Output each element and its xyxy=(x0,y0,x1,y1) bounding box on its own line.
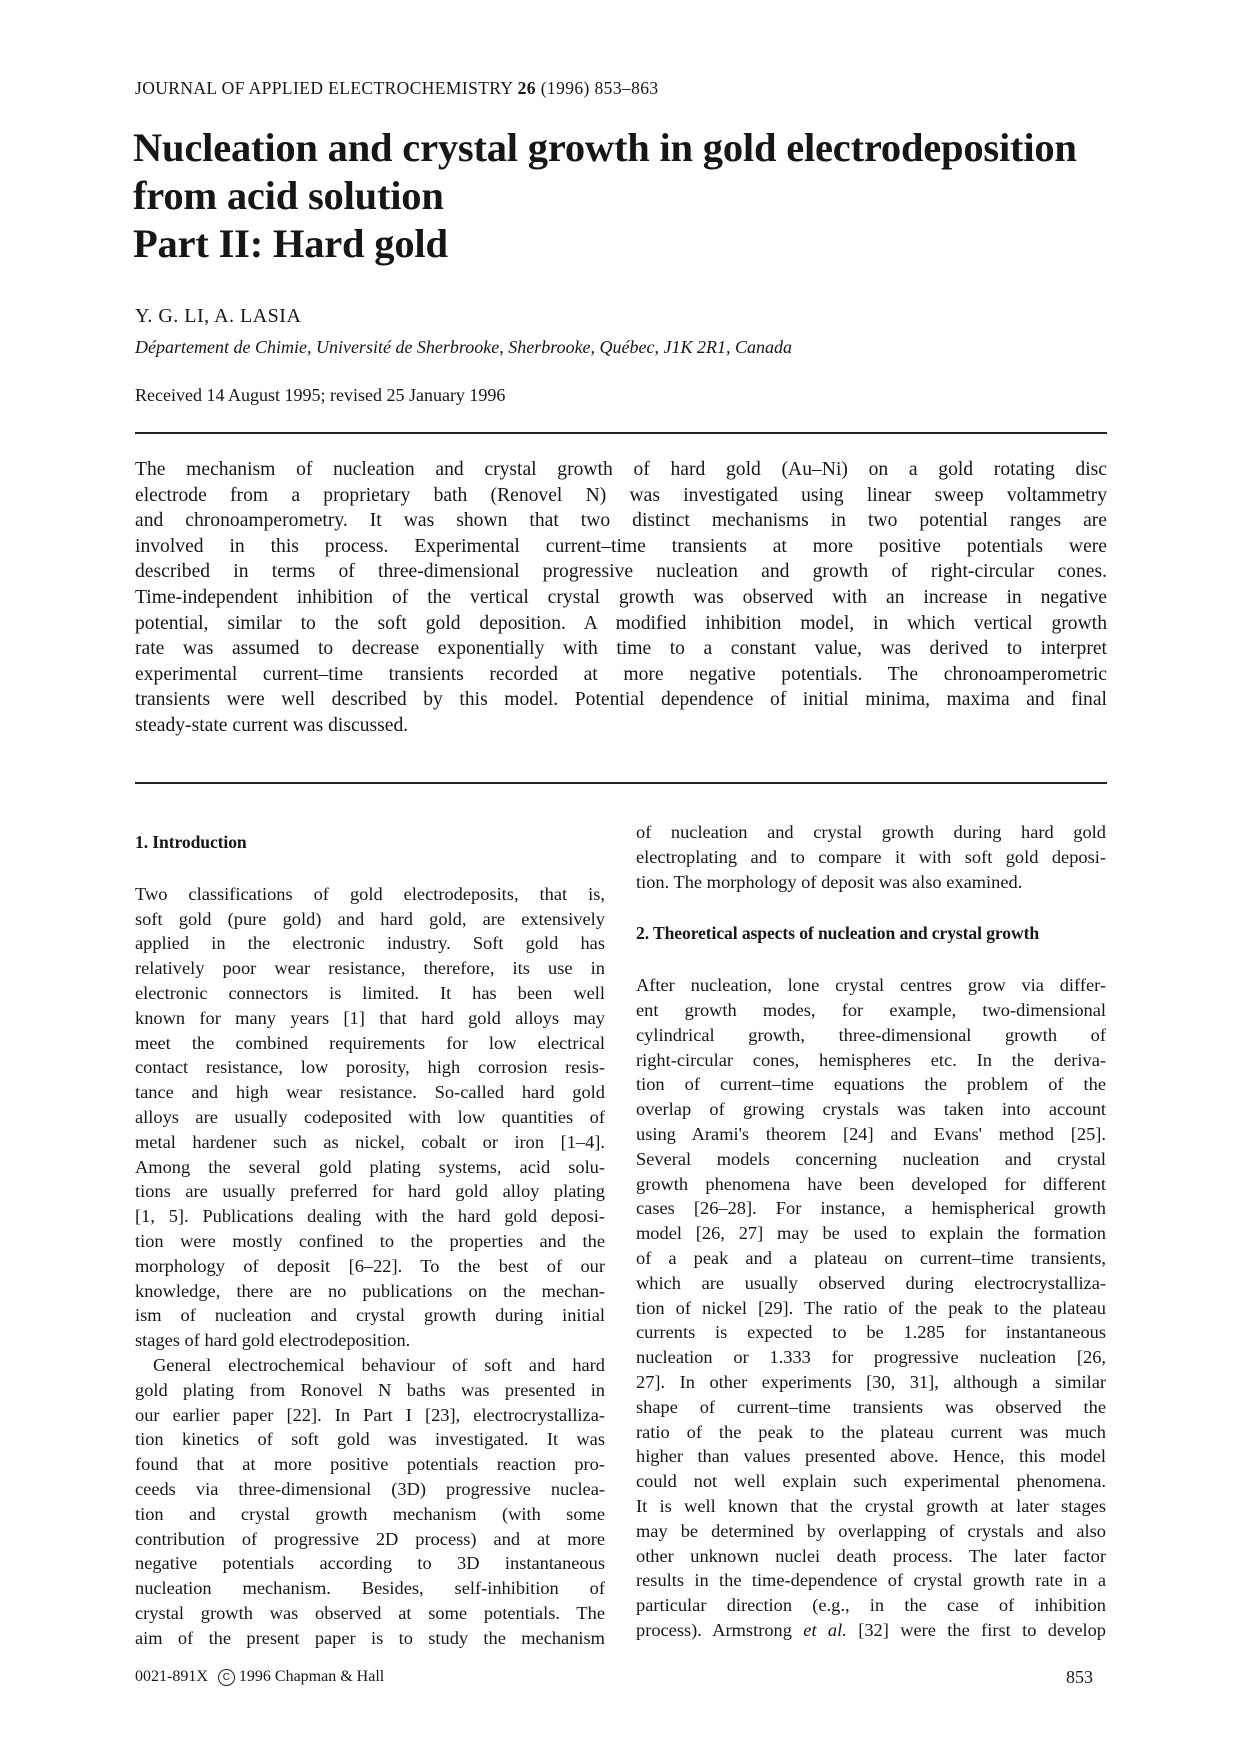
issn-code: 0021-891X xyxy=(135,1668,208,1685)
theory-paragraph xyxy=(636,973,1106,1643)
introduction-paragraph-1 xyxy=(135,882,605,1353)
text-line: particular direction (e.g., in the case of inhibition xyxy=(636,1595,1106,1616)
text-line: higher than values presented above. Hence, this model xyxy=(636,1446,1106,1467)
text-line: knowledge, there are no publications on the mechan- xyxy=(135,1280,605,1301)
text-line: meet the combined requirements for low electrical xyxy=(135,1032,605,1053)
text-line: tion kinetics of soft gold was investigated. It was xyxy=(135,1429,605,1450)
text-line: tion and crystal growth mechanism (with some xyxy=(135,1503,605,1524)
section-heading-introduction: 1. Introduction xyxy=(135,832,247,852)
text-line: crystal growth was observed at some potentials. The xyxy=(135,1602,605,1623)
text-line: stages of hard gold electrodeposition. xyxy=(135,1330,411,1351)
text-line: gold plating from Ronovel N baths was presented in xyxy=(135,1379,605,1400)
page-number: 853 xyxy=(1066,1667,1093,1687)
text-line: of nucleation and crystal growth during hard gold xyxy=(636,822,1106,842)
abstract-line: involved in this process. Experimental current–time transients at more positive potentials were xyxy=(135,535,1107,557)
text-line: may be determined by overlapping of crystals and also xyxy=(636,1520,1106,1541)
text-line: tion of current–time equations the problem of the xyxy=(636,1074,1106,1095)
text-line: morphology of deposit [6–22]. To the best of our xyxy=(135,1255,605,1276)
article-title xyxy=(133,124,1077,268)
text-line: our earlier paper [22]. In Part I [23], electrocrystalliza- xyxy=(135,1404,605,1425)
text-line: Several models concerning nucleation and crystal xyxy=(636,1148,1106,1169)
authors: Y. G. LI, A. LASIA xyxy=(135,305,302,327)
text-line: metal hardener such as nickel, cobalt or iron [1–4]. xyxy=(135,1131,605,1152)
text-line: tion of nickel [29]. The ratio of the peak to the plateau xyxy=(636,1297,1106,1318)
text-line: which are usually observed during electrocrystalliza- xyxy=(636,1272,1106,1293)
text-line: Among the several gold plating systems, acid solu- xyxy=(135,1156,605,1177)
text-line: could not well explain such experimental phenomena. xyxy=(636,1471,1106,1492)
journal-name: JOURNAL OF APPLIED ELECTROCHEMISTRY xyxy=(135,78,513,98)
text-line: 27]. In other experiments [30, 31], although a similar xyxy=(636,1371,1106,1392)
abstract-line: experimental current–time transients recorded at more negative potentials. The chronoamperometric xyxy=(135,663,1107,685)
text-line: contact resistance, low porosity, high corrosion resis- xyxy=(135,1057,605,1078)
text-line: After nucleation, lone crystal centres grow via differ- xyxy=(636,975,1106,996)
text-line: alloys are usually codeposited with low quantities of xyxy=(135,1106,605,1127)
text-line: shape of current–time transients was observed the xyxy=(636,1396,1106,1417)
text-line: cylindrical growth, three-dimensional growth of xyxy=(636,1024,1106,1045)
footer-copyright xyxy=(135,1668,384,1686)
text-line: General electrochemical behaviour of soft and hard xyxy=(153,1354,605,1375)
text-line: right-circular cones, hemispheres etc. In the deriva- xyxy=(636,1049,1106,1070)
text-line: cases [26–28]. For instance, a hemispherical growth xyxy=(636,1198,1106,1219)
text-line: ism of nucleation and crystal growth during initial xyxy=(135,1305,605,1326)
journal-year-pages: (1996) 853–863 xyxy=(540,78,659,98)
introduction-paragraph-2 xyxy=(135,1353,605,1651)
text-line: Two classifications of gold electrodeposits, that is, xyxy=(135,883,605,904)
title-line: Nucleation and crystal growth in gold electrodeposition xyxy=(133,125,1077,170)
text-line: growth phenomena have been developed for different xyxy=(636,1173,1106,1194)
text-line: ent growth modes, for example, two-dimensional xyxy=(636,999,1106,1020)
text-line: ceeds via three-dimensional (3D) progressive nuclea- xyxy=(135,1478,605,1499)
text-line: relatively poor wear resistance, therefore, its use in xyxy=(135,958,605,979)
abstract-line: potential, similar to the soft gold deposition. A modified inhibition model, in which vertical growth xyxy=(135,612,1107,634)
text-line: nucleation or 1.333 for progressive nucleation [26, xyxy=(636,1347,1106,1368)
text-line: found that at more positive potentials reaction pro- xyxy=(135,1454,605,1475)
divider xyxy=(135,782,1107,784)
abstract xyxy=(135,457,1107,739)
abstract-line: described in terms of three-dimensional progressive nucleation and growth of right-circular cones. xyxy=(135,561,1107,583)
text-line: [1, 5]. Publications dealing with the hard gold deposi- xyxy=(135,1206,605,1227)
text-line: tion were mostly confined to the properties and the xyxy=(135,1230,605,1251)
text-line: of a peak and a plateau on current–time transients, xyxy=(636,1247,1106,1268)
text-line: aim of the present paper is to study the mechanism xyxy=(135,1627,605,1648)
text-line: process). Armstrong et al. [32] were the first to develop xyxy=(636,1619,1106,1640)
introduction-paragraph-3 xyxy=(636,820,1106,894)
text-line: overlap of growing crystals was taken into account xyxy=(636,1099,1106,1120)
text-line: ratio of the peak to the plateau current was much xyxy=(636,1421,1106,1442)
divider xyxy=(135,432,1107,434)
text-line: model [26, 27] may be used to explain the formation xyxy=(636,1223,1106,1244)
text-line: applied in the electronic industry. Soft gold has xyxy=(135,933,605,954)
right-column xyxy=(636,820,1106,1643)
received-dates: Received 14 August 1995; revised 25 January 1996 xyxy=(135,385,506,405)
title-line: Part II: Hard gold xyxy=(133,221,448,266)
journal-volume: 26 xyxy=(517,78,536,98)
text-line: negative potentials according to 3D instantaneous xyxy=(135,1553,605,1574)
text-line: results in the time-dependence of crystal growth rate in a xyxy=(636,1570,1106,1591)
abstract-line: and chronoamperometry. It was shown that two distinct mechanisms in two potential ranges are xyxy=(135,510,1107,532)
text-line: tance and high wear resistance. So-called hard gold xyxy=(135,1082,605,1103)
text-line: electronic connectors is limited. It has been well xyxy=(135,982,605,1003)
text-line: currents is expected to be 1.285 for instantaneous xyxy=(636,1322,1106,1343)
affiliation: Département de Chimie, Université de Sherbrooke, Sherbrooke, Québec, J1K 2R1, Canada xyxy=(135,337,793,357)
left-column xyxy=(135,830,605,1651)
abstract-line: transients were well described by this model. Potential dependence of initial minima, maxima and final xyxy=(135,689,1107,711)
text-line: nucleation mechanism. Besides, self-inhibition of xyxy=(135,1578,605,1599)
text-line: known for many years [1] that hard gold alloys may xyxy=(135,1007,605,1028)
text-line: contribution of progressive 2D process) and at more xyxy=(135,1528,605,1549)
text-line: It is well known that the crystal growth at later stages xyxy=(636,1495,1106,1516)
title-line: from acid solution xyxy=(133,173,444,218)
text-line: electroplating and to compare it with soft gold deposi- xyxy=(636,846,1106,867)
text-line: soft gold (pure gold) and hard gold, are extensively xyxy=(135,908,605,929)
copyright-text: 1996 Chapman & Hall xyxy=(238,1668,385,1685)
text-line: other unknown nuclei death process. The later factor xyxy=(636,1545,1106,1566)
abstract-line: The mechanism of nucleation and crystal growth of hard gold (Au–Ni) on a gold rotating disc xyxy=(135,459,1107,480)
text-line: tions are usually preferred for hard gold alloy plating xyxy=(135,1181,605,1202)
copyright-icon xyxy=(218,1669,235,1686)
abstract-line: electrode from a proprietary bath (Renovel N) was investigated using linear sweep voltammetry xyxy=(135,484,1107,506)
text-line: tion. The morphology of deposit was also examined. xyxy=(636,871,1023,892)
abstract-line: steady-state current was discussed. xyxy=(135,714,409,736)
section-heading-theory: 2. Theoretical aspects of nucleation and crystal growth xyxy=(636,923,1040,944)
journal-header xyxy=(135,78,659,99)
text-line: using Arami's theorem [24] and Evans' method [25]. xyxy=(636,1123,1106,1144)
abstract-line: rate was assumed to decrease exponentially with time to a constant value, was derived to interpret xyxy=(135,638,1107,660)
abstract-line: Time-independent inhibition of the vertical crystal growth was observed with an increase in negative xyxy=(135,586,1107,608)
